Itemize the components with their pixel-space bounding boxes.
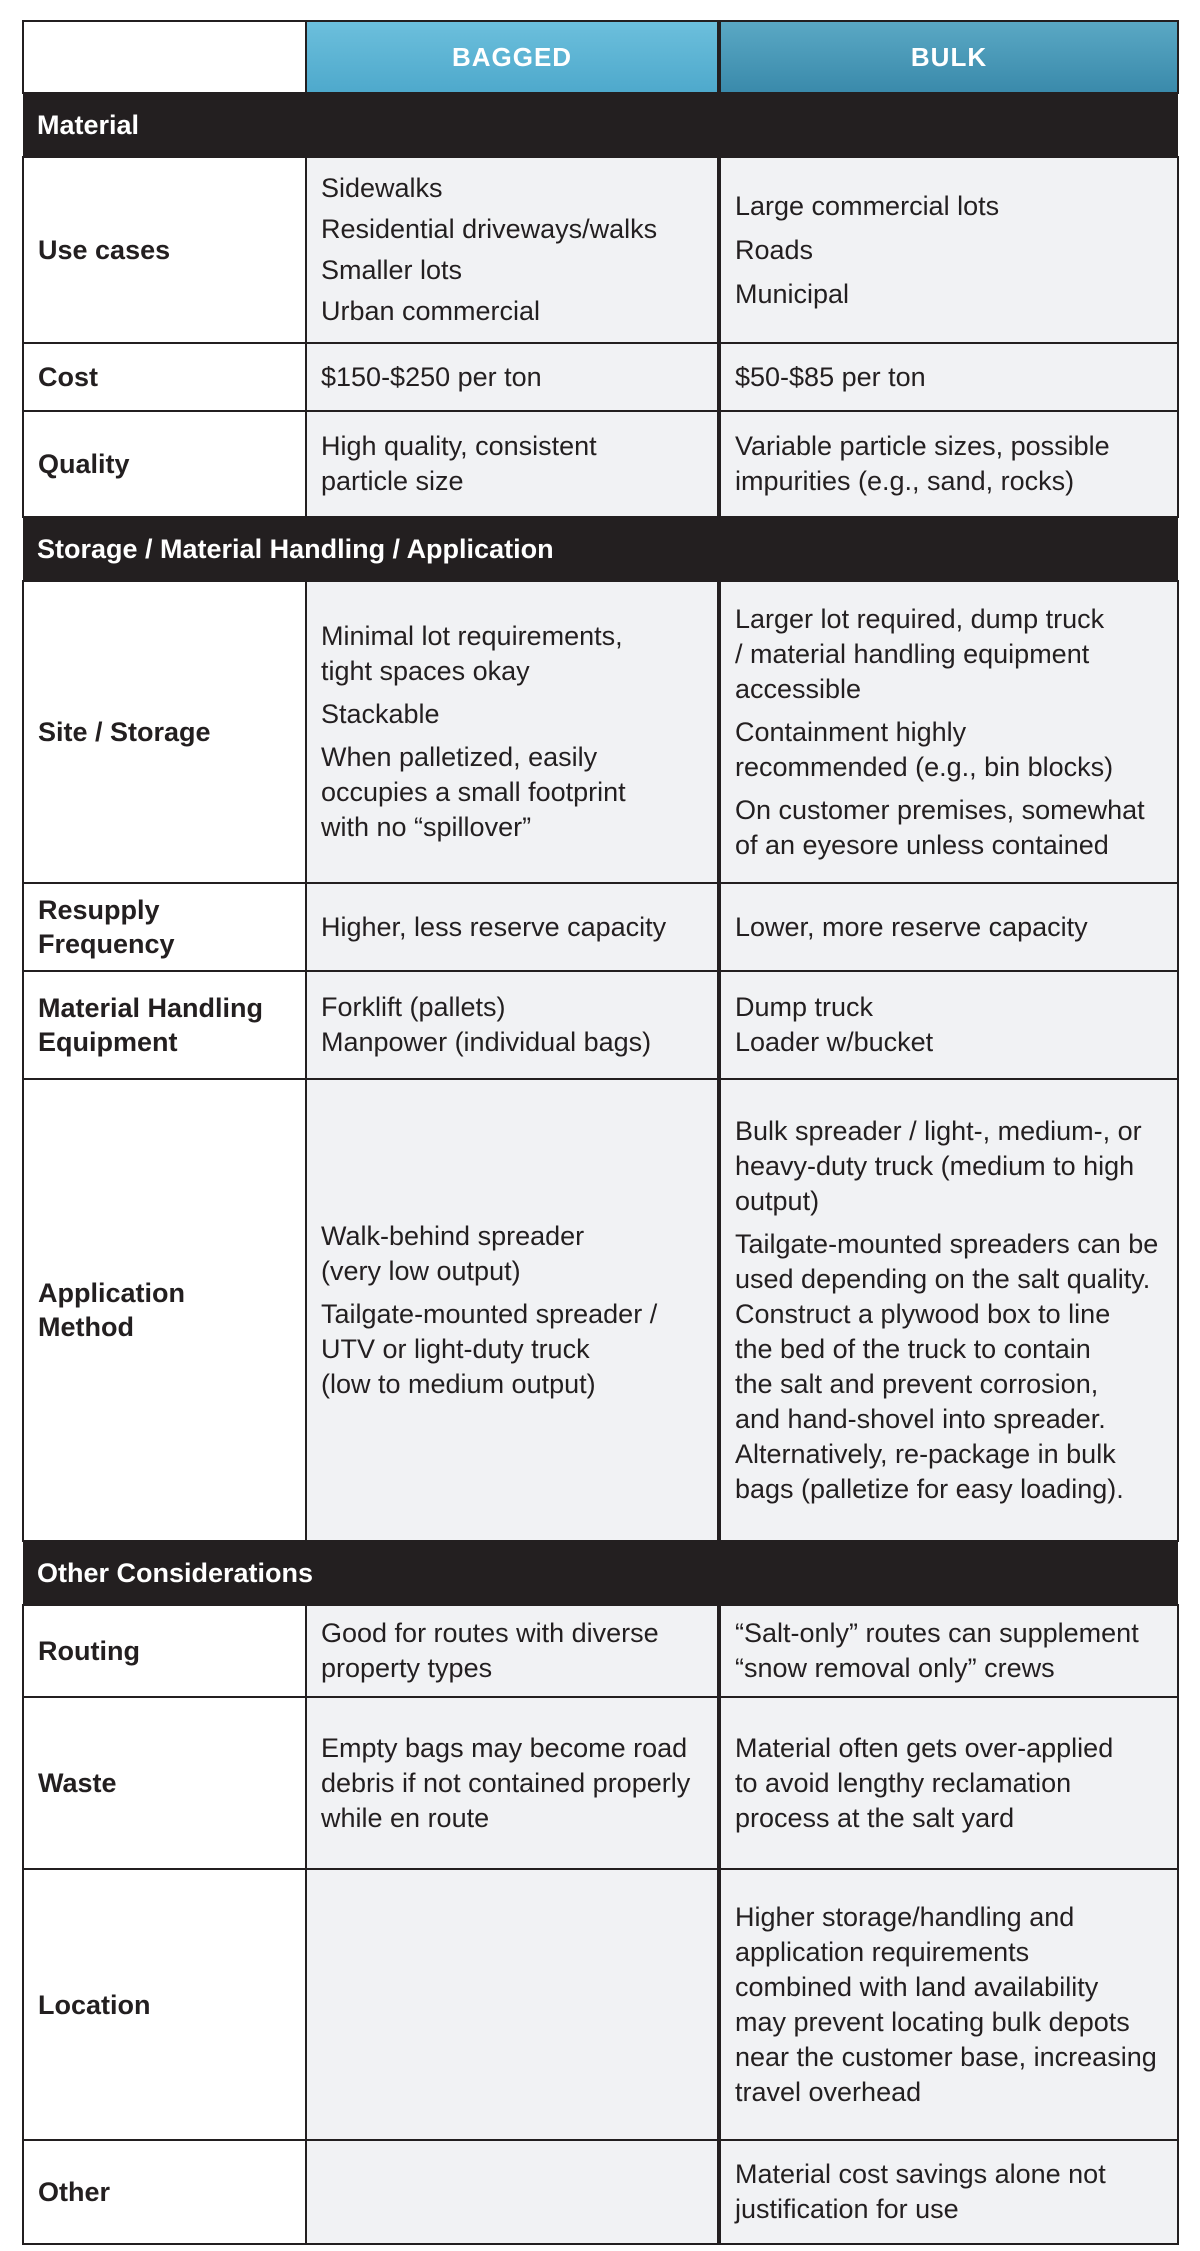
- cell-line: UTV or light-duty truck: [321, 1333, 590, 1364]
- header-bulk: BULK: [719, 21, 1178, 93]
- cell-line: and hand-shovel into spreader.: [735, 1403, 1106, 1434]
- cell-line: Variable particle sizes, possible: [735, 431, 1110, 461]
- table-row-quality: [23, 411, 1178, 517]
- cell-line: justification for use: [735, 2194, 959, 2224]
- table-row-site-storage: [23, 581, 1178, 883]
- cell-line: Bulk spreader / light-, medium-, or: [735, 1115, 1142, 1146]
- cell-line: used depending on the salt quality.: [735, 1263, 1151, 1294]
- cell-line: On customer premises, somewhat: [735, 794, 1145, 825]
- cell-line: heavy-duty truck (medium to high: [735, 1150, 1135, 1181]
- cell-line: Good for routes with diverse: [321, 1618, 659, 1648]
- label-line: Resupply: [38, 895, 160, 925]
- cell-paragraph: [735, 715, 1165, 785]
- cell-line: travel overhead: [735, 2076, 922, 2107]
- row-label: Use cases: [23, 157, 306, 343]
- cell-line: bags (palletize for easy loading).: [735, 1473, 1124, 1504]
- cell-line: Empty bags may become road: [321, 1732, 688, 1763]
- cell-line: (very low output): [321, 1255, 521, 1286]
- row-label: Quality: [23, 411, 306, 517]
- cell-line: accessible: [735, 673, 862, 704]
- cell-line: Smaller lots: [321, 255, 463, 285]
- cell-line: Higher storage/handling and: [735, 1901, 1075, 1932]
- label-line: Application: [38, 1278, 185, 1308]
- row-label: Cost: [23, 343, 306, 411]
- cell-paragraph: [735, 602, 1165, 707]
- cell-line: Large commercial lots: [735, 191, 1000, 221]
- cell-line: Sidewalks: [321, 173, 443, 203]
- cell-line: When palletized, easily: [321, 742, 598, 772]
- bagged-cell: [306, 1869, 719, 2140]
- header-blank-cell: [23, 21, 306, 93]
- cell-line: Forklift (pallets): [321, 992, 506, 1022]
- label-line: Method: [38, 1312, 134, 1342]
- section-title: Material: [23, 93, 1178, 157]
- cell-line: Roads: [735, 235, 814, 265]
- cell-paragraph: [321, 1297, 705, 1402]
- section-other: [23, 1541, 1178, 1605]
- cell-paragraph: [321, 740, 705, 845]
- bagged-cell: [306, 157, 719, 343]
- cell-line: Larger lot required, dump truck: [735, 603, 1105, 634]
- bulk-cell: [719, 581, 1178, 883]
- cell-line: Material often gets over-applied: [735, 1732, 1114, 1763]
- table-row-other: [23, 2140, 1178, 2244]
- bagged-cell: [306, 1079, 719, 1541]
- bulk-cell: $50-$85 per ton: [719, 343, 1178, 411]
- label-line: Material Handling: [38, 993, 264, 1023]
- bulk-cell: Lower, more reserve capacity: [719, 883, 1178, 971]
- cell-line: process at the salt yard: [735, 1802, 1015, 1833]
- bulk-cell: [719, 1697, 1178, 1869]
- cell-line: Urban commercial: [321, 296, 541, 326]
- cell-paragraph: [735, 1114, 1165, 1219]
- cell-line: to avoid lengthy reclamation: [735, 1767, 1072, 1798]
- cell-line: High quality, consistent: [321, 431, 597, 461]
- cell-line: (low to medium output): [321, 1368, 596, 1399]
- bagged-cell: $150-$250 per ton: [306, 343, 719, 411]
- table-row-routing: [23, 1605, 1178, 1697]
- cell-line: application requirements: [735, 1936, 1030, 1967]
- row-label: [23, 883, 306, 971]
- cell-line: with no “spillover”: [321, 812, 532, 842]
- cell-line: Dump truck: [735, 992, 874, 1022]
- cell-line: occupies a small footprint: [321, 777, 626, 807]
- comparison-table: [22, 20, 1179, 2245]
- cell-line: Tailgate-mounted spreaders can be: [735, 1228, 1159, 1259]
- cell-line: property types: [321, 1653, 493, 1683]
- table-row-location: [23, 1869, 1178, 2140]
- row-label: [23, 971, 306, 1079]
- cell-line: Minimal lot requirements,: [321, 621, 623, 651]
- cell-line: may prevent locating bulk depots: [735, 2006, 1130, 2037]
- cell-line: impurities (e.g., sand, rocks): [735, 466, 1075, 496]
- label-line: Equipment: [38, 1027, 178, 1057]
- row-label: Site / Storage: [23, 581, 306, 883]
- table-row-cost: [23, 343, 1178, 411]
- bulk-cell: [719, 1605, 1178, 1697]
- bulk-cell: [719, 157, 1178, 343]
- cell-line: tight spaces okay: [321, 656, 530, 686]
- bulk-cell: [719, 2140, 1178, 2244]
- cell-line: Construct a plywood box to line: [735, 1298, 1111, 1329]
- cell-line: “snow removal only” crews: [735, 1653, 1055, 1683]
- cell-paragraph: [321, 619, 705, 689]
- cell-line: combined with land availability: [735, 1971, 1099, 2002]
- table-row-resupply: [23, 883, 1178, 971]
- cell-line: Alternatively, re-package in bulk: [735, 1438, 1116, 1469]
- cell-line: while en route: [321, 1802, 490, 1833]
- cell-line: near the customer base, increasing: [735, 2041, 1157, 2072]
- bagged-cell: [306, 411, 719, 517]
- bagged-cell: [306, 1605, 719, 1697]
- cell-line: the salt and prevent corrosion,: [735, 1368, 1099, 1399]
- cell-line: Walk-behind spreader: [321, 1220, 585, 1251]
- bagged-cell: [306, 581, 719, 883]
- row-label: Waste: [23, 1697, 306, 1869]
- cell-line: Residential driveways/walks: [321, 214, 658, 244]
- row-label: Location: [23, 1869, 306, 2140]
- bulk-cell: [719, 971, 1178, 1079]
- section-title: Other Considerations: [23, 1541, 1178, 1605]
- row-label: Routing: [23, 1605, 306, 1697]
- bulk-cell: [719, 411, 1178, 517]
- bagged-cell: [306, 2140, 719, 2244]
- cell-paragraph: [321, 1219, 705, 1289]
- section-title: Storage / Material Handling / Application: [23, 517, 1178, 581]
- cell-line: Municipal: [735, 279, 850, 309]
- cell-line: debris if not contained properly: [321, 1767, 691, 1798]
- bagged-cell: [306, 1697, 719, 1869]
- table-row-use-cases: [23, 157, 1178, 343]
- cell-line: / material handling equipment: [735, 638, 1090, 669]
- cell-line: Containment highly: [735, 716, 967, 747]
- cell-line: Manpower (individual bags): [321, 1027, 652, 1057]
- cell-paragraph: [735, 793, 1165, 863]
- cell-line: particle size: [321, 466, 464, 496]
- cell-line: Stackable: [321, 699, 440, 729]
- bulk-cell: [719, 1869, 1178, 2140]
- header-row: [23, 21, 1178, 93]
- section-material: [23, 93, 1178, 157]
- label-line: Frequency: [38, 929, 175, 959]
- cell-paragraph: [321, 697, 705, 732]
- cell-paragraph: [735, 1227, 1165, 1507]
- cell-line: Tailgate-mounted spreader /: [321, 1298, 658, 1329]
- cell-line: the bed of the truck to contain: [735, 1333, 1091, 1364]
- row-label: [23, 1079, 306, 1541]
- bagged-cell: [306, 971, 719, 1079]
- row-label: Other: [23, 2140, 306, 2244]
- cell-line: output): [735, 1185, 820, 1216]
- table-row-waste: [23, 1697, 1178, 1869]
- cell-line: Loader w/bucket: [735, 1027, 934, 1057]
- cell-line: of an eyesore unless contained: [735, 829, 1109, 860]
- table-row-application: [23, 1079, 1178, 1541]
- table-row-handling: [23, 971, 1178, 1079]
- cell-line: Material cost savings alone not: [735, 2159, 1106, 2189]
- bulk-cell: [719, 1079, 1178, 1541]
- header-bagged: BAGGED: [306, 21, 719, 93]
- section-storage: [23, 517, 1178, 581]
- cell-line: “Salt-only” routes can supplement: [735, 1618, 1139, 1648]
- bagged-cell: Higher, less reserve capacity: [306, 883, 719, 971]
- cell-line: recommended (e.g., bin blocks): [735, 751, 1114, 782]
